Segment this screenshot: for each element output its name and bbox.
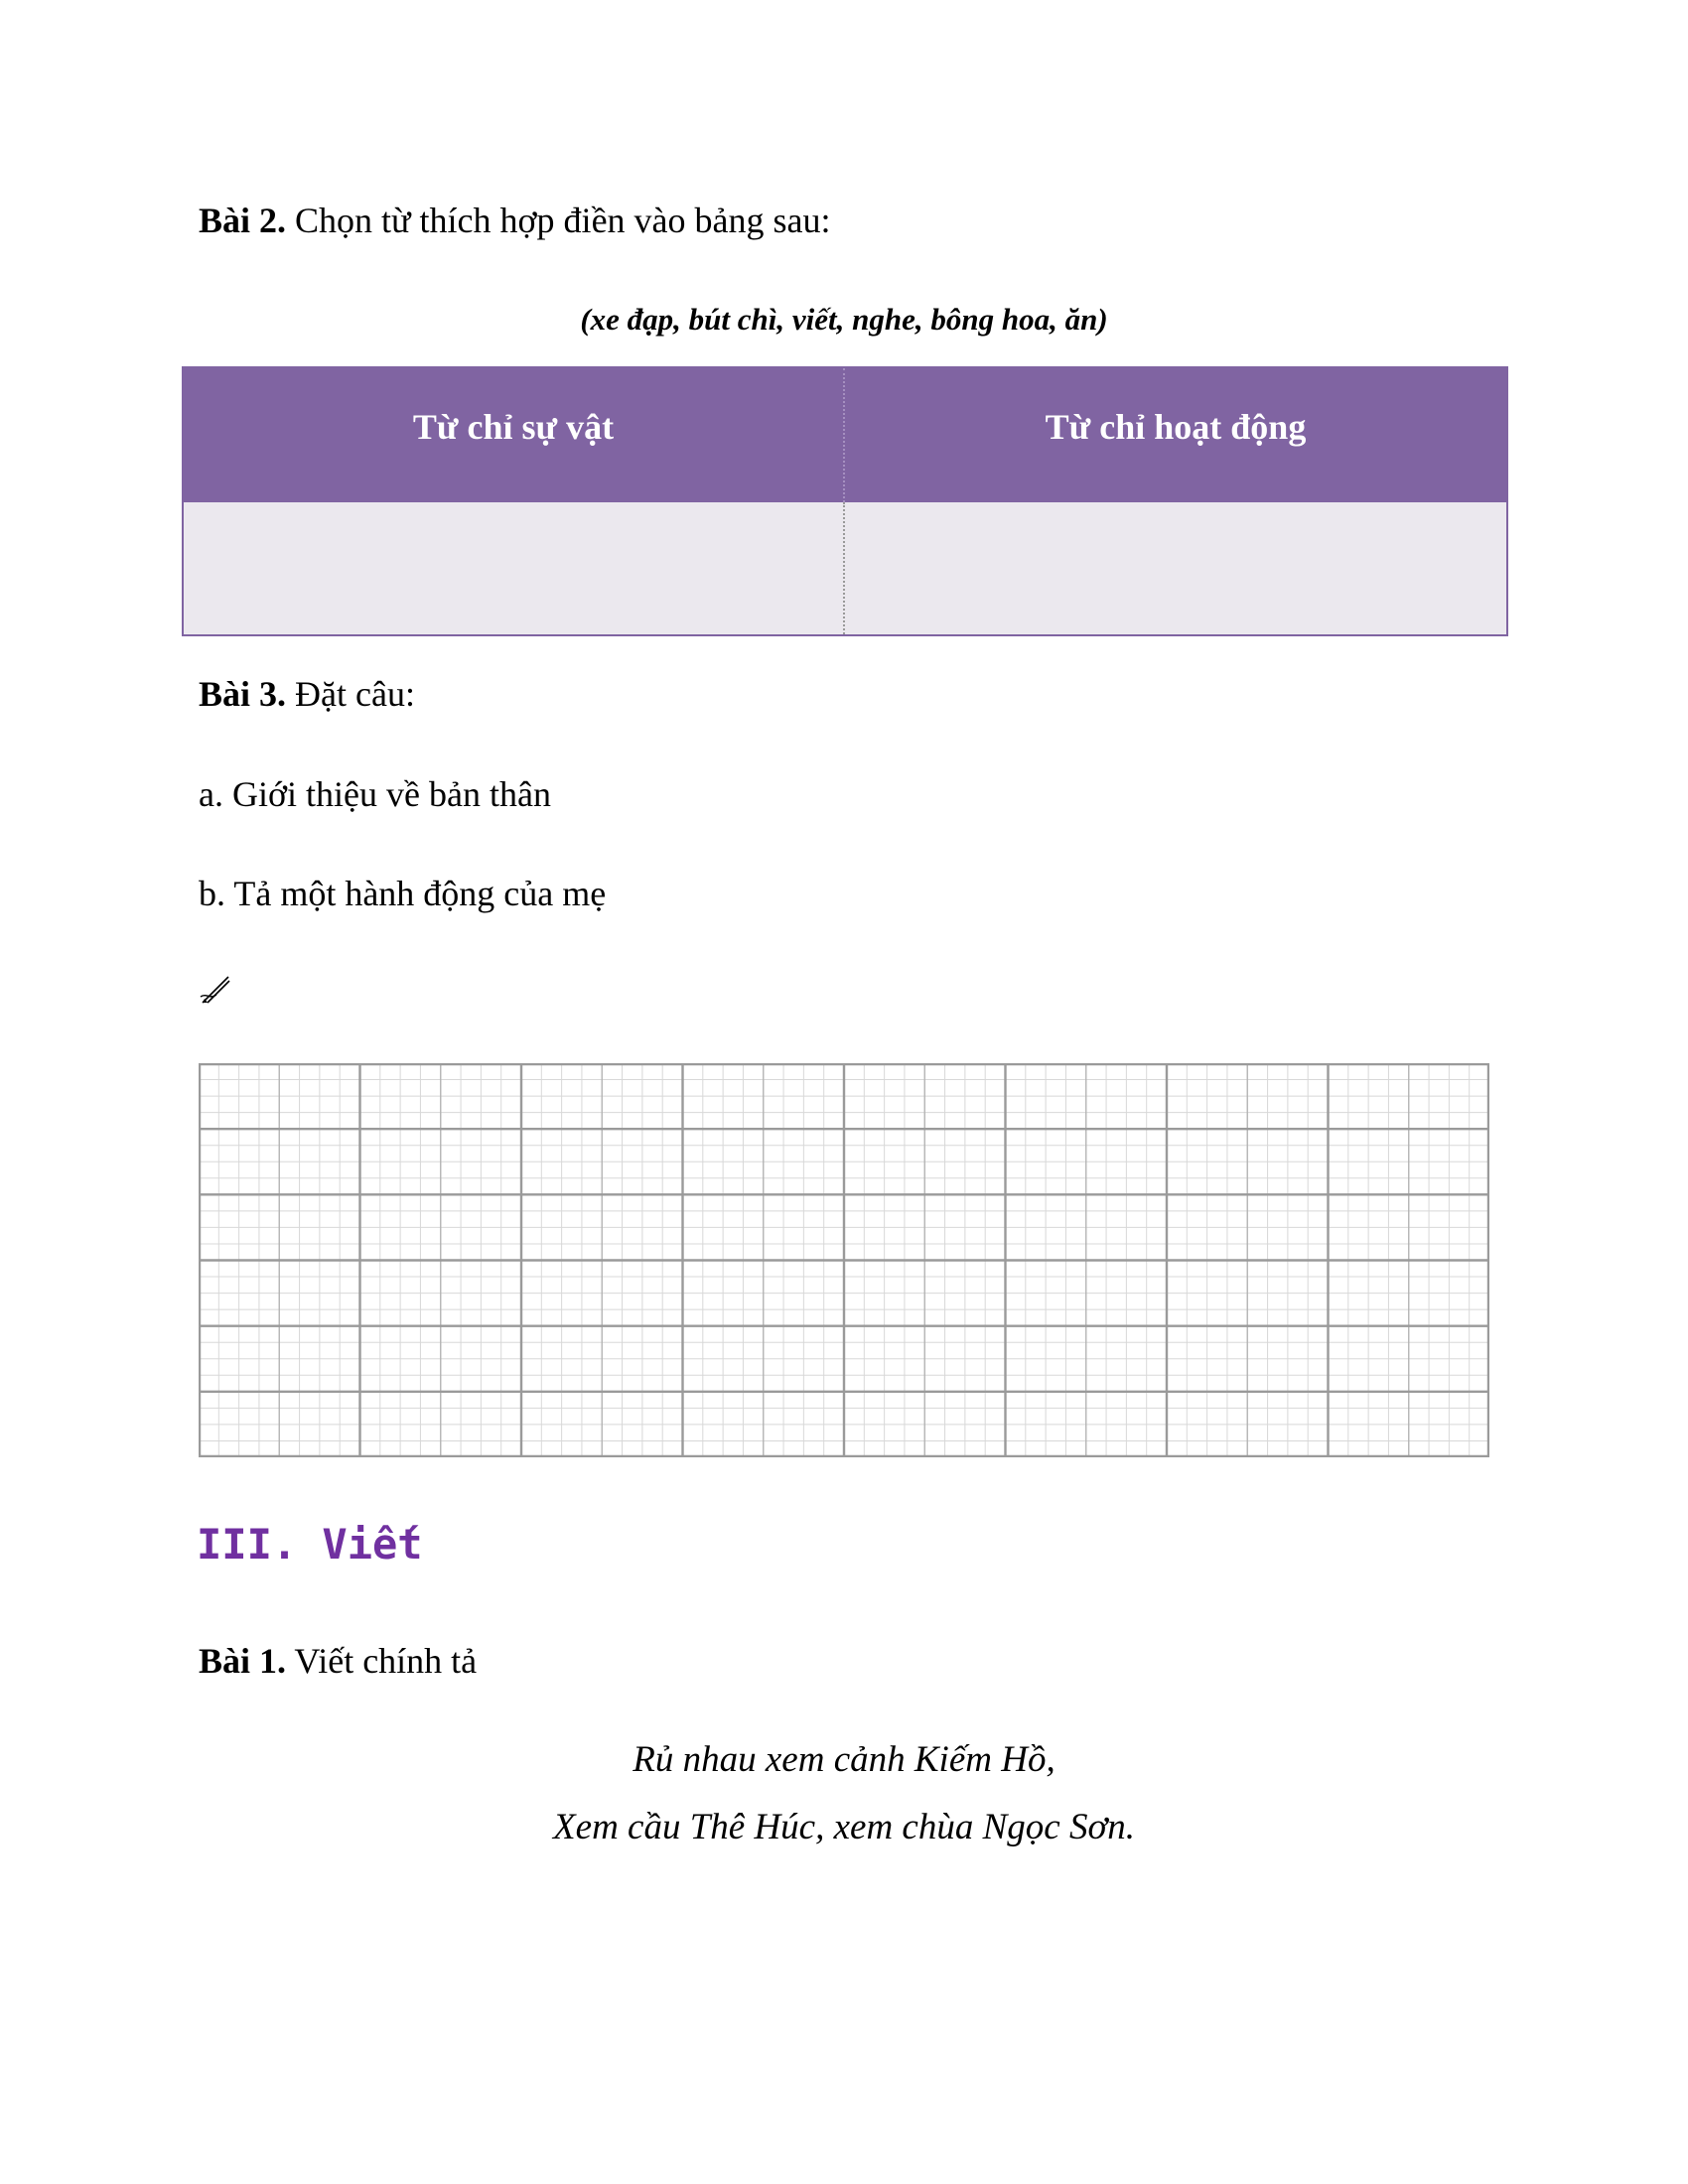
word-list: (xe đạp, bút chì, viết, nghe, bông hoa, ăn) bbox=[580, 302, 1108, 337]
exercise-3-item-a: a. Giới thiệu về bản thân bbox=[199, 774, 551, 814]
writing-exercise-1-prompt bbox=[199, 1639, 477, 1683]
exercise-2-prompt bbox=[199, 199, 831, 242]
table-cell-actions-answer[interactable] bbox=[845, 502, 1506, 634]
writing-exercise-1-instruction: Viết chính tả bbox=[294, 1641, 478, 1681]
pencil-writing-icon bbox=[199, 973, 232, 1007]
word-classification-table bbox=[182, 366, 1508, 636]
grid-heavy-lines bbox=[199, 1063, 1489, 1457]
exercise-2-instruction: Chọn từ thích hợp điền vào bảng sau: bbox=[295, 201, 831, 240]
handwriting-practice-grid[interactable] bbox=[199, 1063, 1489, 1457]
dictation-poem-line-2: Xem cầu Thê Húc, xem chùa Ngọc Sơn. bbox=[553, 1807, 1135, 1847]
writing-exercise-1-label: Bài 1. bbox=[199, 1641, 287, 1681]
table-header-actions: Từ chỉ hoạt động bbox=[845, 368, 1506, 502]
table-cell-things-answer[interactable] bbox=[184, 502, 845, 634]
table-header-things: Từ chỉ sự vật bbox=[184, 368, 845, 502]
dictation-poem-line-1: Rủ nhau xem cảnh Kiếm Hồ, bbox=[633, 1739, 1055, 1780]
exercise-3-instruction: Đặt câu: bbox=[295, 674, 415, 714]
exercise-3-item-b: b. Tả một hành động của mẹ bbox=[199, 874, 607, 913]
exercise-3-label: Bài 3. bbox=[199, 674, 287, 714]
exercise-2-label: Bài 2. bbox=[199, 201, 287, 240]
exercise-3-prompt bbox=[199, 672, 415, 716]
section-heading-writing: III. Viết bbox=[197, 1520, 423, 1569]
